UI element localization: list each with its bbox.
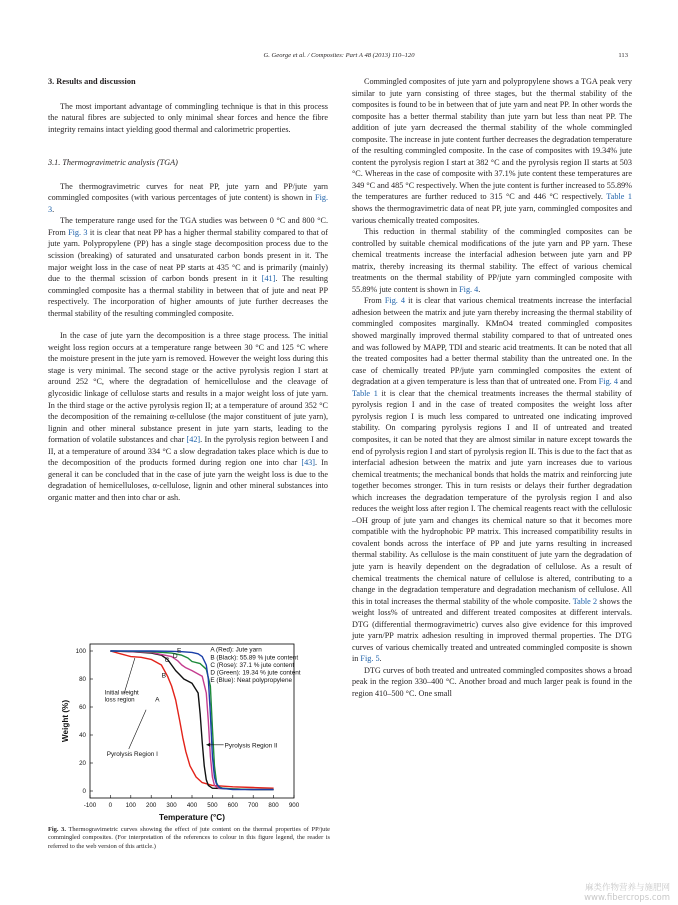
- arrow-pyrolysis-1: [129, 710, 146, 749]
- fig3-link[interactable]: Fig. 3: [48, 193, 328, 214]
- legend-entry: D (Green): 19.34 % jute content: [210, 669, 301, 677]
- x-tick-label: 700: [248, 802, 259, 809]
- fig4-link[interactable]: Fig. 4: [598, 377, 618, 387]
- x-tick-label: 600: [227, 802, 238, 809]
- journal-citation: G. George et al. / Composites: Part A 48 (2013) 110–120: [263, 52, 415, 59]
- legend-entry: E (Blue): Neat polypropylene: [210, 677, 293, 685]
- fig4-link[interactable]: Fig. 4: [384, 296, 406, 306]
- x-tick-label: 200: [146, 802, 157, 809]
- x-tick-label: 400: [186, 802, 198, 809]
- legend-entry: A (Red): Jute yarn: [210, 646, 262, 654]
- paragraph-composite-stages: Commingled composites of jute yarn and polypropylene shows a TGA peak very similar to jute yarn consisting of three stages, but the thermal stability of the composites is found to be in between that of jute yarn and neat PP. In other words the composite has a better thermal stability than jute yarn but less than neat PP. The addition of jute yarn decreased the thermal stability of the whole commingled composite. The increase in jute content further decreases the degradation temperature of the resulting commingled composite. In the case of composites with 19.34% jute content the pyrolysis region I start at 382 °C and the pyrolysis region II starts at 503 °C. Whereas in the case of composite with 37.1% jute content these temperatures are 349 °C and 485 °C respectively. When the jute content is further increased to 55.89% the temperatures are further reduced to 315 °C and 446 °C respectively. Table 1 shows the thermogravimetric data of neat PP, jute yarn, commingled composites and various chemically treated composites.: [352, 77, 632, 225]
- curve-letter-b: B: [161, 672, 167, 680]
- y-tick-label: 80: [79, 676, 86, 684]
- watermark-line2: www.fibercrops.com: [584, 893, 670, 903]
- y-tick-label: 0: [82, 788, 86, 796]
- fig3-link[interactable]: Fig. 3: [68, 227, 88, 237]
- legend-entry: C (Rose): 37.1 % jute content: [210, 661, 295, 669]
- annotation-line: loss region: [104, 696, 135, 704]
- x-tick-label: 500: [207, 802, 218, 809]
- paragraph-temperature-range: The temperature range used for the TGA studies was between 0 °C and 800 °C. From Fig. 3 it is clear that neat PP has a higher thermal stability compared to that of jute yarn. Polypropylene (PP) has a single stage decomposition process due to the scission (breaking) of saturated and unsaturated carbon bonds present in it. The major weight loss in the case of neat PP starts at 435 °C and is primarily (mainly) due to the thermal scission of carbon bonds present in it [41]. The resulting commingled composite has a thermal stability in between that of jute and neat PP respectively. The incorporation of higher amounts of jute further decreases the thermal stability of the resulting commingled composite.: [48, 216, 328, 318]
- figure-caption-label: Fig. 3.: [48, 826, 66, 833]
- reference-43-link[interactable]: [43]: [301, 458, 315, 468]
- left-column: [48, 76, 328, 504]
- y-tick-label: 20: [79, 760, 86, 768]
- x-tick-label: 0: [108, 802, 113, 809]
- paragraph-commingling: The most important advantage of commingling technique is that in this process the natural fibres are subjected to only minimal shear forces and hence the fibre integrity remains intact yielding good thermal and calorimetric properties.: [48, 101, 328, 134]
- y-axis-label: Weight (%): [61, 699, 70, 743]
- table1-link[interactable]: Table 1: [606, 192, 632, 202]
- watermark-line1: 麻类作物营养与施肥网: [584, 883, 670, 893]
- y-tick-label: 100: [75, 648, 86, 656]
- y-tick-label: 40: [79, 732, 86, 740]
- x-tick-label: -100: [83, 802, 97, 809]
- x-tick-label: 800: [268, 802, 279, 809]
- right-column: [352, 76, 632, 700]
- paragraph-chemical-modification: This reduction in thermal stability of the commingled composites can be controlled by suitable chemical modifications of the jute yarn and PP yarn. These chemical treatments increase the interfacial adhesion between jute yarn and PP matrix, thereby increasing its thermal stability. The effect of various chemical treatments on the thermal stability of PP/jute yarn commingled composite with 55.89% jute content is shown in Fig. 4.: [352, 227, 632, 294]
- paragraph-tga-intro: The thermogravimetric curves for neat PP, jute yarn and PP/jute yarn commingled composites (with various percentages of jute content) is shown in Fig. 3.: [48, 181, 328, 214]
- curve-letter-d: D: [172, 653, 178, 660]
- watermark: [584, 883, 670, 903]
- figure-caption-text: Thermogravimetric curves showing the effect of jute content on the thermal properties of PP/jute commingled composites. (For interpretation of the references to colour in this figure legend, the reader is referred to the web version of this article.): [48, 826, 330, 850]
- table1-link[interactable]: Table 1: [352, 388, 378, 398]
- annotation-line: Initial weight: [104, 689, 139, 697]
- reference-42-link[interactable]: [42]: [186, 435, 201, 445]
- legend-entry: B (Black): 55.89 % jute content: [210, 654, 299, 662]
- x-axis-label: Temperature (°C): [159, 813, 225, 822]
- curve-letter-e: E: [176, 647, 182, 655]
- annotation-pyrolysis-region-2: Pyrolysis Region II: [224, 742, 278, 750]
- annotation-pyrolysis-region-1: Pyrolysis Region I: [106, 751, 158, 758]
- curve-letter-a: A: [155, 696, 160, 704]
- x-tick-label: 100: [125, 802, 136, 809]
- annotation-initial-weight-loss: [105, 689, 139, 703]
- curve-letter-c: C: [164, 657, 170, 665]
- figure-3: [48, 638, 308, 824]
- y-tick-label: 60: [79, 704, 86, 712]
- fig5-link[interactable]: Fig. 5: [360, 654, 380, 664]
- reference-41-link[interactable]: [41]: [261, 274, 276, 284]
- paragraph-dtg: DTG curves of both treated and untreated commingled composites shows a broad peak in the region 330–400 °C. Another broad and much larger peak is found in the region 410–500 °C. One small: [352, 665, 632, 698]
- x-tick-label: 300: [166, 802, 177, 809]
- paragraph-jute-decomposition: In the case of jute yarn the decomposition is a three stage process. The initial weight loss region occurs at a temperature range between 30 °C and 125 °C where the moisture present in the jute yarn is removed. However the weight loss during this stage is very minimal. The second stage or the active pyrolysis region I start at around 252 °C, where the degradation of hemicellulose and the cleavage of glycosidic linkage of cellulose starts and results in a major weight loss of jute yarn. In the third stage or the active pyrolysis region II; at a temperature of around 352 °C the decomposition of the remaining α-cellulose (the major constituent of jute yarn), lignin and other mineral substance present in jute yarn starts, leading to the formation of volatile substances and char [42]. In the pyrolysis region between I and II, at a temperature of around 334 °C a slow degradation takes place which is due to the decomposition of the products formed during region one into char [43]. In general it can be concluded that in the case of jute yarn the weight loss is due to the degradation of hemicelluloses, α-cellulose, lignin and other mineral substances into organic matter and then into char or ash.: [48, 331, 328, 502]
- page-number: 113: [618, 52, 628, 59]
- paragraph-fig4-discussion: From Fig. 4 it is clear that various chemical treatments increase the interfacial adhesion between the matrix and jute yarn thereby increasing the thermal stability of commingled composites marginally. KMnO4 treated commingled composites showed marginally improved thermal stability compared to that of untreated ones and was followed by MAPP, TDI and stearic acid treatments. It can be noted that all the treated composites had a better thermal stability than the untreated one. In the case of chemically treated PP/jute yarn commingled composites the extent of degradation at a given temperature is less than that of untreated one. From Fig. 4 and Table 1 it is clear that the chemical treatments increases the thermal stability of pyrolysis region I and in the case of treated composites the weight loss after pyrolysis region I is much less compared to untreated one indicating improved stability. On comparing pyrolysis regions I and II of untreated and treated composites, it can be noted that they are almost similar in nature except towards the end of pyrolysis region I and start of pyrolysis region II. This is due to the fact that as interfacial adhesion between the matrix and jute yarn increases due to various chemical treatments; the mechanical bonds that holds the matrix and reinforcing jute together becomes stronger. This in turn resists or delays their further degradation which increases the degradation temperature of the pyrolysis region I and also reduces the weight loss after region I. The chemical reagents react with the cellulosic –OH group of jute yarn and changes its chemical nature so that it becomes more compatible with the hydrophobic PP matrix. This increased compatibility results in covalent bonds across the interface of PP and jute yarns resulting in increased thermal stability. As cellulose is the main constituent of jute yarn the degradation of jute yarn is heavily dependent on the degradation of cellulose. As a result of chemical treatments the chemical nature of cellulose is altered, contributing to a change in the degradation temperature and degradation mechanism of cellulose. All this in total increases the thermal stability of the whole composite. Table 2 shows the weight loss% of untreated and different treated composites at different intervals. DTG (differential thermogravimetric) curves also give evidence for this improved jute yarn/PP matrix adhesion resulting in improved thermal properties. The DTG curves of various chemically treated and untreated commingled composite is shown in Fig. 5.: [352, 296, 633, 664]
- tga-chart: [48, 638, 308, 824]
- subsection-heading-tga: 3.1. Thermogravimetric analysis (TGA): [48, 158, 178, 168]
- arrowhead-pyrolysis-2: [206, 743, 210, 747]
- x-tick-label: 900: [288, 802, 300, 809]
- section-heading-results: 3. Results and discussion: [48, 77, 136, 86]
- fig4-link[interactable]: Fig. 4: [459, 284, 479, 294]
- arrow-initial: [124, 658, 135, 693]
- figure-caption: [48, 826, 330, 851]
- table2-link[interactable]: Table 2: [572, 596, 598, 606]
